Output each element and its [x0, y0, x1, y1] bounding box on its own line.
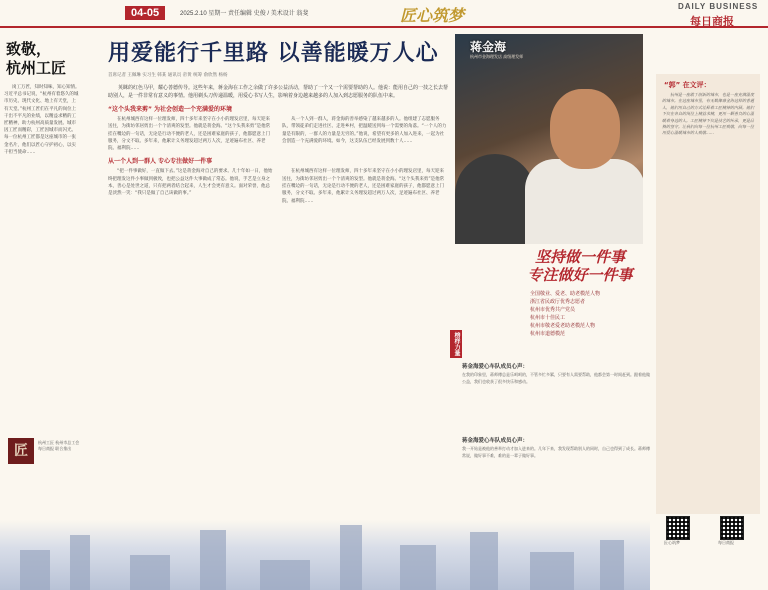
article-columns: [108, 116, 448, 152]
left-body-text: 岗工万匠，知时知味，知心知情。习近平总书记说，“杭州有着悠久的城市历史、现代文化、地上有天堂，上有天堂。”杭州工匠们在平凡的岗位上干出不平凡的业绩，以精益求精的工匠精神，助力杭州高质量发展。城市因工匠而精彩，工匠因城市而闪光。每一位杭州工匠都是这座城市的一张金名片，他们以匠心守护初心，以实干担当使命……: [4, 85, 80, 155]
honor-item: 杭州市十佳民工: [530, 315, 566, 321]
left-column: [4, 40, 80, 580]
photo-customer: [455, 154, 535, 244]
feature-name: 蒋金海: [470, 40, 507, 54]
subhead-2: 从一个人到一群人 专心专注做好一件事: [108, 158, 213, 166]
left-headline: [6, 40, 80, 78]
honor-item: 全国敬业、爱老、助老模范人物: [530, 291, 601, 297]
qr-label: 每日商报: [718, 540, 734, 545]
qr-label: 匠心筑梦: [664, 540, 680, 545]
slogan-line1: 坚持做一件事: [534, 248, 625, 266]
article-columns-lower: [108, 168, 448, 204]
qr-code-icon: [666, 516, 690, 540]
skyline-building: [340, 525, 362, 590]
article-column-1: 在杭州城西有这样一位理发师，四十多年来坚守在小小的理发店里，每天迎来送往，为街坊邻居剪出一个个清爽的发型。他就是蒋金海。“这个头我来剪”是他常挂在嘴边的一句话，无论是行动不便的老人，还是困难家庭的孩子，他都愿意上门服务，分文不取。多年来，他累计义务理发超过两万人次，足迹遍布社区、养老院、福利院……: [108, 117, 271, 152]
city-skyline-illustration: [0, 520, 650, 590]
honor-item: 杭州市优秀共产党员: [530, 307, 576, 313]
left-headline-line2: 杭州工匠: [6, 59, 67, 77]
article-intro: 英眯的红色马甲，耀心善德传导。这些年来，蒋金海在工作之余做了许多公益活动，帮助了一个又一个需要帮助的人。他说：能用自己的一技之长去帮助别人，是一件非常有意义的事情。他用剃头刀传递温暖，用爱心书写人生，影响着身边越来越多的人加入到志愿服务的队伍中来。: [108, 85, 449, 99]
info-box-2: [462, 436, 650, 459]
right-commentary-column: [656, 74, 760, 514]
page-number: 04-05: [125, 6, 165, 20]
slogan: [510, 248, 650, 284]
article-column-4: 在杭州城西有这样一位理发师，四十多年来坚守在小小的理发店里，每天迎来送往，为街坊邻居剪出一个个清爽的发型。他就是蒋金海。“这个头我来剪”是他常挂在嘴边的一句话，无论是行动不便的老人，还是困难家庭的孩子，他都愿意上门服务，分文不取。多年来，他累计义务理发超过两万人次，足迹遍布社区、养老院、福利院……: [282, 169, 445, 204]
portrait-photo: [455, 34, 643, 244]
photo-barber-coat: [525, 159, 643, 244]
info-box-body: 在我的印象里，蒋师傅总是乐呵呵的，不管多忙多累，只要有人需要帮助，他都会第一时间赶到。跟着他做公益，我们也收获了很多快乐和感动。: [462, 372, 650, 384]
honor-item: 杭州市道德模范: [530, 331, 566, 337]
slogan-line2: 专注做好一件事: [527, 266, 633, 284]
commentary-body: 杭州是一座敢于创新的城市，也是一座充满温度的城市。在这座城市里，有无数像蒋金海这样的普通人，他们用自己的方式诠释着工匠精神的内涵。他们不仅在各自的岗位上精益求精，更用一颗善良的心温暖着身边的人。工匠精神不仅是技艺的传承，更是品格的坚守。让我们向每一位杭州工匠致敬，向每一位用爱心温暖城市的人致敬……: [662, 92, 754, 136]
newspaper-name-en: DAILY BUSINESS: [678, 2, 759, 11]
main-headline: 用爱能行千里路 以善能暖万人心: [108, 41, 439, 66]
logo-caption: 杭州工匠 杭州市总工会 每日商报 联合推出: [38, 440, 80, 451]
page-header: [0, 0, 768, 28]
left-headline-line1: 致敬，: [6, 40, 52, 58]
qr-code-icon: [720, 516, 744, 540]
photo-barber-face: [550, 89, 620, 169]
honor-item: 浙江省民政厅优秀志愿者: [530, 299, 586, 305]
skyline-building: [200, 530, 226, 590]
subhead-1: “这个头我来剪” 为社会创造一个充满爱的环境: [108, 106, 232, 113]
skyline-building: [260, 560, 310, 590]
date-line: 2025.2.10 星期一 责任编辑 史俊 / 美术设计 翁斐: [180, 11, 309, 17]
skyline-building: [130, 555, 170, 590]
info-box-1: [462, 362, 650, 385]
commentary-title: “郭” 在文评：: [664, 81, 711, 89]
byline: 首席记者 王佩琳 实习生 韩某 通讯员 帝黄 统筹 俞欣然 杨杨: [108, 73, 228, 78]
honors-list: [530, 290, 650, 338]
side-label: 榜样力量: [450, 330, 462, 358]
article-column-2: 从一个人到一群人，蒋金海的善举感染了越来越多的人。他组建了志愿服务队，带领徒弟们走进社区、走进乡村，把温暖送到每一个需要的角落。“一个人的力量是有限的，一群人的力量是无穷的。”他说，希望有更多的人加入进来，一起为社会创造一个充满爱的环境。如今，这支队伍已经发展到数十人……: [282, 117, 447, 144]
skyline-building: [470, 532, 498, 590]
newspaper-name-cn: 每日商报: [690, 15, 734, 28]
info-box-body: 我一开始是被他的善举打动才加入进来的。几年下来，我发现帮助别人的同时，自己也得到了成长。蒋师傅常说，做好事不难，难的是一辈子做好事。: [462, 446, 650, 458]
skyline-building: [400, 545, 436, 590]
honor-item: 杭州市敬老爱老助老模范人物: [530, 323, 596, 329]
info-box-title: 蒋金海爱心车队成员心声：: [462, 438, 529, 444]
skyline-building: [20, 550, 50, 590]
feature-name-sub: 杭州市金海理发店 高级理发师: [470, 54, 524, 59]
article-body: [108, 84, 448, 205]
skyline-building: [600, 540, 624, 590]
info-box-title: 蒋金海爱心车队成员心声：: [462, 364, 529, 370]
union-logo-icon: 匠: [8, 438, 34, 464]
section-title: 匠心筑梦: [400, 6, 465, 25]
skyline-building: [70, 535, 90, 590]
article-column-3: “把一件事做好，一直做下去。”这是蒋金海对自己的要求。几十年如一日，他始终把理发这件小事做到极致，也把公益这件大事做成了常态。他说，手艺是立身之本，善心是处世之道，只有把两者结合起来，人生才会更有意义。面对荣誉，他总是淡然一笑：“我只是做了自己该做的事。”: [108, 169, 273, 197]
skyline-building: [530, 552, 574, 590]
